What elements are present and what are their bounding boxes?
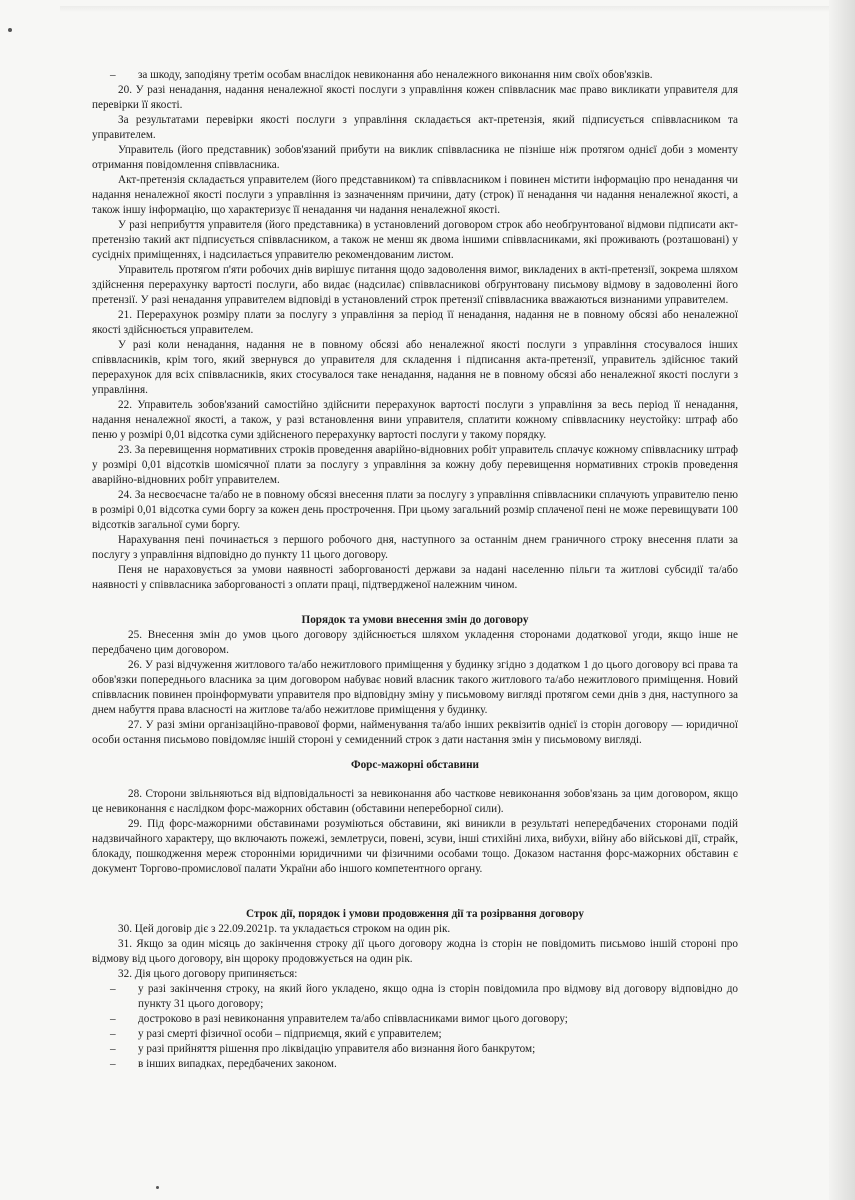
list-item-text: в інших випадках, передбачених законом.	[138, 1058, 337, 1070]
section-heading-force-majeure: Форс-мажорні обставини	[350, 759, 479, 771]
scan-speck	[8, 28, 12, 32]
list-item-text: у разі прийняття рішення про ліквідацію управителя або визнання його банкрутом;	[138, 1043, 536, 1055]
scan-speck	[156, 1186, 159, 1189]
section-heading-changes: Порядок та умови внесення змін до договору	[301, 614, 529, 626]
paragraph-24: 24. За несвоєчасне та/або не в повному обсязі внесення плати за послугу з управління співвласники сплачують управителю пеню в розмірі 0,01 відсотка суми боргу за кожен день прострочення. При цьому загальний розмір сплаченої пені не може перевищувати 100 відсотків загальної суми боргу.	[92, 489, 738, 531]
paragraph-27: 27. У разі зміни організаційно-правової форми, найменування та/або інших реквізитів однієї із сторін договору — юридичної особи остання письмово повідомляє іншій стороні у семиденний строк з дати настання змін у письмовому вигляді.	[92, 719, 738, 746]
paragraph-29: 29. Під форс-мажорними обставинами розуміються обставини, які виникли в результаті непередбачених сторонами подій надзвичайного характеру, що включають пожежі, землетруси, повені, зсуви, інші стихійні лиха, вибухи, війну або військові дії, страйк, блокаду, пошкодження мереж сторонніми юридичними чи фізичними особами тощо. Доказом настання форс-мажорних обставин є документ Торгово-промислової палати України або іншого компетентного органу.	[92, 818, 738, 875]
page-edge-shadow-top	[60, 6, 835, 12]
paragraph: Акт-претензія складається управителем (його представником) та співвласником і повинен містити інформацію про ненадання чи надання неналежної якості послуги з управління із зазначенням причини, дату (строк) її ненадання чи надання неналежної якості, а також іншу інформацію, що характеризує її ненадання чи надання неналежної якості.	[92, 174, 738, 216]
paragraph-31: 31. Якщо за один місяць до закінчення строку дії цього договору жодна із сторін не повідомить письмово іншій стороні про відмову від цього договору, він щороку продовжується на один рік.	[92, 938, 738, 965]
list-item	[92, 1012, 738, 1027]
section-heading-term: Строк дії, порядок і умови продовження дії та розірвання договору	[246, 908, 584, 920]
list-item-text: за шкоду, заподіяну третім особам внаслідок невиконання або неналежного виконання ним своїх обов'язків.	[138, 69, 653, 81]
list-item	[92, 68, 738, 83]
paragraph-30: 30. Цей договір діє з 22.09.2021р. та укладається строком на один рік.	[118, 923, 451, 935]
list-dash: –	[110, 1013, 116, 1025]
paragraph-28: 28. Сторони звільняються від відповідальності за невиконання або часткове невиконання зобов'язань за цим договором, якщо це невиконання є наслідком форс-мажорних обставин (обставини непереборної сили).	[92, 788, 738, 815]
list-item	[92, 1042, 738, 1057]
paragraph-32: 32. Дія цього договору припиняється:	[118, 968, 298, 980]
paragraph: Пеня не нараховується за умови наявності заборгованості держави за надані населенню пільги та житлові субсидії та/або наявності у співвласника заборгованості з оплати праці, підтвердженої належним чином.	[92, 564, 738, 591]
paragraph: У разі неприбуття управителя (його представника) в установлений договором строк або необґрунтованої відмови підписати акт-претензію такий акт підписується співвласником, а також не менш як двома іншими співвласниками, які проживають (розташовані) у сусідніх приміщеннях, і надсилається управителю рекомендованим листом.	[92, 219, 738, 261]
list-dash: –	[110, 1043, 116, 1055]
list-dash: –	[110, 1058, 116, 1070]
list-dash: –	[110, 1028, 116, 1040]
list-item-text: достроково в разі невиконання управителем та/або співвласниками вимог цього договору;	[138, 1013, 568, 1025]
document-body	[92, 68, 738, 1072]
list-item	[92, 982, 738, 1012]
page-edge-shadow-right	[829, 0, 855, 1200]
paragraph-20: 20. У разі ненадання, надання неналежної якості послуги з управління кожен співвласник має право викликати управителя для перевірки її якості.	[92, 84, 738, 111]
paragraph-22: 22. Управитель зобов'язаний самостійно здійснити перерахунок вартості послуги з управління за весь період її ненадання, надання неналежної якості, а також, у разі встановлення вини управителя, сплатити кожному співвласнику неустойку: штраф або пеню у розмірі 0,01 відсотка суми здійсненого перерахунку вартості послуги у такому порядку.	[92, 399, 738, 441]
paragraph-23: 23. За перевищення нормативних строків проведення аварійно-відновних робіт управитель сплачує кожному співвласнику штраф у розмірі 0,01 відсотків шомісячної плати за послугу з управління за кожну добу перевищення нормативних строків проведення аварійно-відновних робіт управителем.	[92, 444, 738, 486]
paragraph: У разі коли ненадання, надання не в повному обсязі або неналежної якості послуги з управління стосувалося інших співвласників, крім того, який звернувся до управителя для складення і підписання акта-претензії, управитель здійснює такий перерахунок для всіх співвласників, яких стосувалося таке ненадання, надання не в повному обсязі або неналежної якості послуги з управління.	[92, 339, 738, 396]
list-dash: –	[110, 69, 116, 81]
list-item	[92, 1057, 738, 1072]
paragraph-25: 25. Внесення змін до умов цього договору здійснюється шляхом укладення сторонами додаткової угоди, якщо інше не передбачено цим договором.	[92, 629, 738, 656]
paragraph-21: 21. Перерахунок розміру плати за послугу з управління за період її ненадання, надання не в повному обсязі або неналежної якості здійснюється управителем.	[92, 309, 738, 336]
paragraph: Управитель (його представник) зобов'язаний прибути на виклик співвласника не пізніше ніж протягом однієї доби з моменту отримання повідомлення співвласника.	[92, 144, 738, 171]
list-item	[92, 1027, 738, 1042]
paragraph: За результатами перевірки якості послуги з управління складається акт-претензія, який підписується співвласником та управителем.	[92, 114, 738, 141]
list-item-text: у разі смерті фізичної особи – підприємця, який є управителем;	[138, 1028, 442, 1040]
list-item-text: у разі закінчення строку, на який його укладено, якщо одна із сторін повідомила про відмову від договору відповідно до пункту 31 цього договору;	[138, 983, 738, 1010]
list-dash: –	[110, 983, 116, 995]
paragraph: Управитель протягом п'яти робочих днів вирішує питання щодо задоволення вимог, викладених в акті-претензії, зокрема шляхом здійснення перерахунку вартості послуги, або видає (надсилає) співвласникові обґрунтовану письмову відмову в задоволенні його претензії. У разі ненадання управителем відповіді в установлений строк претензії співвласника вважаються визнаними управителем.	[92, 264, 738, 306]
paragraph: Нарахування пені починається з першого робочого дня, наступного за останнім днем граничного строку внесення плати за послугу з управління відповідно до пункту 11 цього договору.	[92, 534, 738, 561]
paragraph-26: 26. У разі відчуження житлового та/або нежитлового приміщення у будинку згідно з додатком 1 до цього договору всі права та обов'язки попереднього власника за цим договором набуває новий власник такого житлового та/або нежитлового приміщення. Новий співвласник повинен проінформувати управителя про відповідну зміну у письмовому вигляді протягом семи днів з дня, наступного за днем набуття права власності на житлове та/або нежитлове приміщення у будинку.	[92, 659, 738, 716]
